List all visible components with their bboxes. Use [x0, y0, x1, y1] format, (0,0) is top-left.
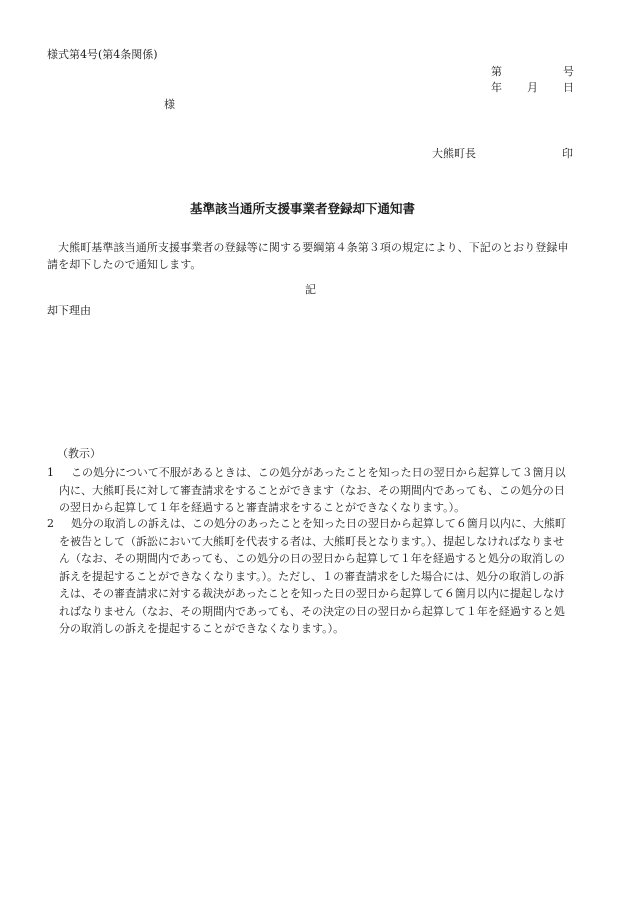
notice-item-text: この処分について不服があるときは、この処分があったことを知った日の翌日から起算して３箇月以内に、大熊町長に対して審査請求をすることができます（なお、その期間内であっても、この処分の日の翌日から起算して１年を経過すると審査請求をすることができなくなります。）。: [59, 466, 566, 514]
notice-item: [47, 464, 575, 517]
addressee-suffix: 様: [164, 98, 175, 111]
notice-heading: （教示）: [57, 447, 101, 460]
date-day: 日: [563, 81, 574, 94]
doc-number-prefix: 第: [491, 65, 502, 78]
notice-item: [47, 515, 575, 638]
date-month: 月: [527, 81, 538, 94]
seal-mark: 印: [562, 147, 573, 160]
issuer: 大熊町長: [432, 147, 476, 160]
notice-item-number: 1: [47, 466, 54, 479]
date-year: 年: [491, 81, 502, 94]
reason-label: 却下理由: [47, 304, 91, 317]
body-paragraph: 大熊町基準該当通所支援事業者の登録等に関する要綱第４条第３項の規定により、下記のとおり登録申請を却下したので通知します。: [47, 241, 569, 271]
document-title: 基準該当通所支援事業者登録却下通知書: [190, 201, 416, 216]
notice-item-number: 2: [47, 517, 54, 530]
doc-number-suffix: 号: [563, 65, 574, 78]
notice-item-text: 処分の取消しの訴えは、この処分のあったことを知った日の翌日から起算して６箇月以内に、大熊町を被告として（訴訟において大熊町を代表する者は、大熊町長となります。）、提起しなければなりません（なお、その期間内であっても、この処分の日の翌日から起算して１年を経過すると処分の取消しの訴えを提起することができなくなります。）。ただし、１の審査請求をした場合には、処分の取消しの訴えは、その審査請求に対する裁決があったことを知った日の翌日から起算して６箇月以内に提起しなければなりません（なお、その期間内であっても、その決定の日の翌日から起算して１年を経過すると処分の取消しの訴えを提起することができなくなります。）。: [59, 517, 566, 635]
ki-mark: 記: [305, 283, 316, 296]
form-number: 様式第4号(第4条関係): [47, 48, 158, 61]
